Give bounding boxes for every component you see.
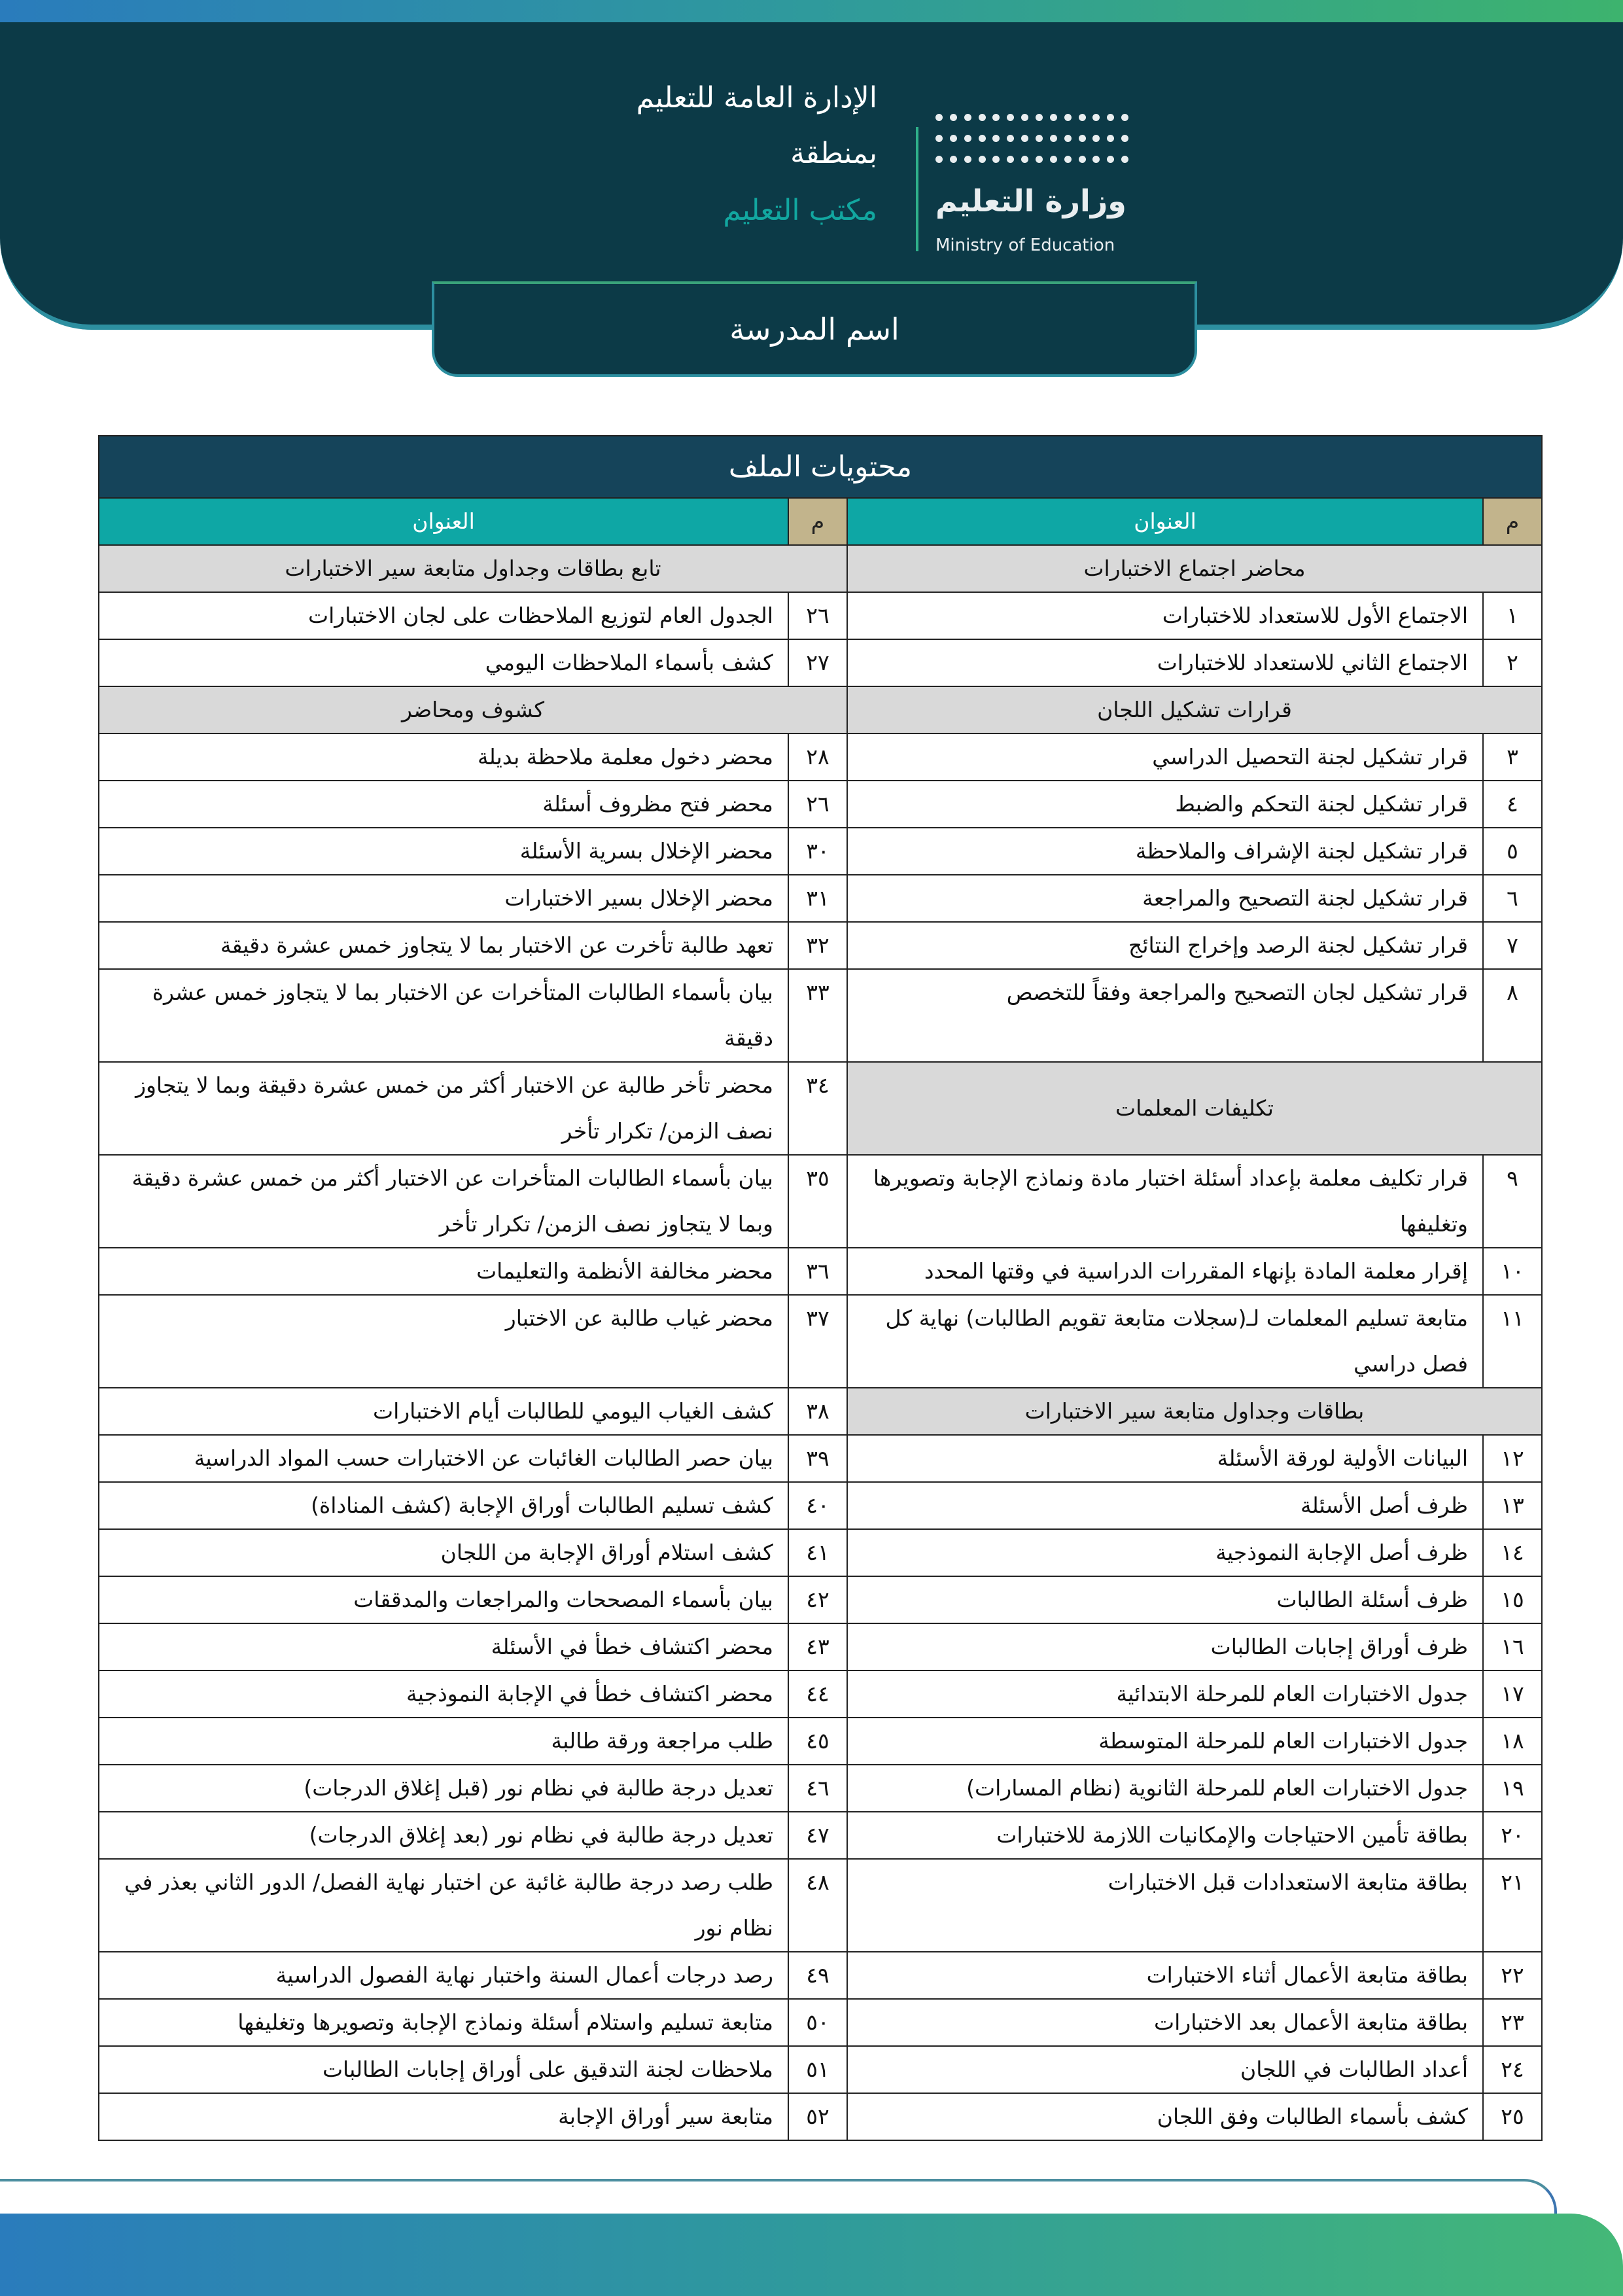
table-row bbox=[99, 781, 1542, 828]
logo-dot bbox=[1079, 135, 1086, 142]
item-number: ٤٩ bbox=[788, 1952, 847, 1999]
item-number: ٩ bbox=[1483, 1155, 1542, 1248]
table-row bbox=[99, 639, 1542, 686]
logo-divider bbox=[916, 127, 918, 251]
item-number: ٢٦ bbox=[788, 592, 847, 639]
logo-dot bbox=[1050, 135, 1057, 142]
item-number: ٥ bbox=[1483, 828, 1542, 875]
item-title: بيان بأسماء الطالبات المتأخرات عن الاختبار بما لا يتجاوز خمس عشرة دقيقة bbox=[99, 969, 788, 1062]
table-row bbox=[99, 1718, 1542, 1765]
item-number: ٦ bbox=[1483, 875, 1542, 922]
item-title: طلب مراجعة ورقة طالبة bbox=[99, 1718, 788, 1765]
col-header-title: العنوان bbox=[847, 498, 1483, 545]
item-number: ٢٣ bbox=[1483, 1999, 1542, 2046]
item-title: بيان حصر الطالبات الغائبات عن الاختبارات حسب المواد الدراسية bbox=[99, 1435, 788, 1482]
item-number: ١٥ bbox=[1483, 1576, 1542, 1623]
logo-dot bbox=[1036, 135, 1043, 142]
item-title: بيان بأسماء المصححات والمراجعات والمدققات bbox=[99, 1576, 788, 1623]
item-title: محضر الإخلال بسرية الأسئلة bbox=[99, 828, 788, 875]
item-number: ١٧ bbox=[1483, 1670, 1542, 1718]
item-number: ٣٢ bbox=[788, 922, 847, 969]
item-title: ظرف أصل الإجابة النموذجية bbox=[847, 1529, 1483, 1576]
item-number: ٤٨ bbox=[788, 1859, 847, 1952]
logo-dot bbox=[1064, 135, 1072, 142]
item-number: ٧ bbox=[1483, 922, 1542, 969]
item-number: ٤٠ bbox=[788, 1482, 847, 1529]
item-title: محضر الإخلال بسير الاختبارات bbox=[99, 875, 788, 922]
item-title: الاجتماع الثاني للاستعداد للاختبارات bbox=[847, 639, 1483, 686]
item-number: ٣٤ bbox=[788, 1062, 847, 1155]
item-number: ١٠ bbox=[1483, 1248, 1542, 1295]
item-title: قرار تشكيل لجنة الإشراف والملاحظة bbox=[847, 828, 1483, 875]
item-number: ٣٠ bbox=[788, 828, 847, 875]
table-row bbox=[99, 1812, 1542, 1859]
table-row bbox=[99, 1529, 1542, 1576]
item-title: جدول الاختبارات العام للمرحلة الابتدائية bbox=[847, 1670, 1483, 1718]
item-title: قرار تشكيل لجنة الرصد وإخراج النتائج bbox=[847, 922, 1483, 969]
item-title: محضر فتح مظروف أسئلة bbox=[99, 781, 788, 828]
item-title: محضر دخول معلمة ملاحظة بديلة bbox=[99, 733, 788, 781]
item-number: ٥٠ bbox=[788, 1999, 847, 2046]
item-title: قرار تشكيل لجنة التحصيل الدراسي bbox=[847, 733, 1483, 781]
item-number: ١٩ bbox=[1483, 1765, 1542, 1812]
logo-dot bbox=[1021, 135, 1028, 142]
item-title: إقرار معلمة المادة بإنهاء المقررات الدراسية في وقتها المحدد bbox=[847, 1248, 1483, 1295]
logo-dot bbox=[1092, 156, 1100, 163]
file-contents-table bbox=[98, 435, 1543, 2141]
table-row bbox=[99, 1952, 1542, 1999]
logo-dot bbox=[1007, 135, 1014, 142]
logo-english-text: Ministry of Education bbox=[935, 236, 1115, 255]
item-title: متابعة تسليم المعلمات لـ(سجلات متابعة تقويم الطالبات) نهاية كل فصل دراسي bbox=[847, 1295, 1483, 1388]
item-number: ٤ bbox=[1483, 781, 1542, 828]
item-number: ٢٦ bbox=[788, 781, 847, 828]
logo-dot bbox=[1079, 114, 1086, 121]
item-number: ٣١ bbox=[788, 875, 847, 922]
section-header: محاضر اجتماع الاختبارات bbox=[847, 545, 1542, 592]
item-title: قرار تشكيل لجنة التحكم والضبط bbox=[847, 781, 1483, 828]
item-number: ٣٥ bbox=[788, 1155, 847, 1248]
item-title: كشف تسليم الطالبات أوراق الإجابة (كشف المناداة) bbox=[99, 1482, 788, 1529]
logo-dot bbox=[935, 135, 943, 142]
item-title: قرار تكليف معلمة بإعداد أسئلة اختبار مادة ونماذج الإجابة وتصويرها وتغليفها bbox=[847, 1155, 1483, 1248]
item-title: محضر مخالفة الأنظمة والتعليمات bbox=[99, 1248, 788, 1295]
item-title: جدول الاختبارات العام للمرحلة المتوسطة bbox=[847, 1718, 1483, 1765]
table-row bbox=[99, 592, 1542, 639]
logo-dot bbox=[1036, 156, 1043, 163]
logo-dot bbox=[1007, 156, 1014, 163]
item-number: ٤٢ bbox=[788, 1576, 847, 1623]
logo-dot bbox=[950, 114, 957, 121]
logo-dot bbox=[964, 114, 971, 121]
item-number: ٤٦ bbox=[788, 1765, 847, 1812]
item-title: رصد درجات أعمال السنة واختبار نهاية الفصول الدراسية bbox=[99, 1952, 788, 1999]
table-row bbox=[99, 1859, 1542, 1952]
item-title: قرار تشكيل لجان التصحيح والمراجعة وفقاً للتخصص bbox=[847, 969, 1483, 1062]
item-number: ٤٣ bbox=[788, 1623, 847, 1670]
table-row bbox=[99, 875, 1542, 922]
logo-dot bbox=[1021, 156, 1028, 163]
table-row bbox=[99, 1388, 1542, 1435]
table-row bbox=[99, 1435, 1542, 1482]
item-title: ظرف أوراق إجابات الطالبات bbox=[847, 1623, 1483, 1670]
logo-dot bbox=[950, 135, 957, 142]
logo-dot bbox=[935, 156, 943, 163]
item-number: ٣٨ bbox=[788, 1388, 847, 1435]
item-number: ٣ bbox=[1483, 733, 1542, 781]
footer-gradient-band bbox=[0, 2214, 1623, 2296]
logo-dot bbox=[1064, 114, 1072, 121]
logo-dot bbox=[1050, 156, 1057, 163]
footer-line bbox=[0, 2179, 1557, 2218]
item-title: جدول الاختبارات العام للمرحلة الثانوية (نظام المسارات) bbox=[847, 1765, 1483, 1812]
table-row bbox=[99, 1295, 1542, 1388]
logo-dot bbox=[964, 135, 971, 142]
item-title: محضر اكتشاف خطأ في الإجابة النموذجية bbox=[99, 1670, 788, 1718]
logo-dot bbox=[1092, 114, 1100, 121]
table-row bbox=[99, 1062, 1542, 1155]
item-title: بطاقة متابعة الأعمال بعد الاختبارات bbox=[847, 1999, 1483, 2046]
item-title: قرار تشكيل لجنة التصحيح والمراجعة bbox=[847, 875, 1483, 922]
item-title: البيانات الأولية لورقة الأسئلة bbox=[847, 1435, 1483, 1482]
item-number: ١٦ bbox=[1483, 1623, 1542, 1670]
logo-dot bbox=[979, 156, 986, 163]
item-title: متابعة سير أوراق الإجابة bbox=[99, 2093, 788, 2140]
logo-dot bbox=[1107, 114, 1114, 121]
item-title: محضر تأخر طالبة عن الاختبار أكثر من خمس عشرة دقيقة وبما لا يتجاوز نصف الزمن/ تكرار تأخر bbox=[99, 1062, 788, 1155]
item-title: متابعة تسليم واستلام أسئلة ونماذج الإجابة وتصويرها وتغليفها bbox=[99, 1999, 788, 2046]
item-number: ٤٥ bbox=[788, 1718, 847, 1765]
table-row bbox=[99, 1576, 1542, 1623]
item-title: محضر غياب طالبة عن الاختبار bbox=[99, 1295, 788, 1388]
general-administration-title: الإدارة العامة للتعليم bbox=[636, 81, 877, 115]
item-number: ٢٨ bbox=[788, 733, 847, 781]
item-number: ١٣ bbox=[1483, 1482, 1542, 1529]
item-number: ١٢ bbox=[1483, 1435, 1542, 1482]
item-number: ٨ bbox=[1483, 969, 1542, 1062]
table-row bbox=[99, 1248, 1542, 1295]
item-title: كشف بأسماء الملاحظات اليومي bbox=[99, 639, 788, 686]
logo-dot bbox=[1007, 114, 1014, 121]
item-number: ٥٢ bbox=[788, 2093, 847, 2140]
table-row bbox=[99, 922, 1542, 969]
item-number: ٢٥ bbox=[1483, 2093, 1542, 2140]
logo-dot bbox=[979, 114, 986, 121]
item-title: كشف استلام أوراق الإجابة من اللجان bbox=[99, 1529, 788, 1576]
table-row bbox=[99, 1999, 1542, 2046]
region-label: بمنطقة bbox=[790, 137, 877, 170]
table-row bbox=[99, 2093, 1542, 2140]
table-row bbox=[99, 1482, 1542, 1529]
table-row bbox=[99, 1155, 1542, 1248]
logo-dot bbox=[935, 114, 943, 121]
item-number: ٤٤ bbox=[788, 1670, 847, 1718]
logo-dot bbox=[979, 135, 986, 142]
item-title: محضر اكتشاف خطأ في الأسئلة bbox=[99, 1623, 788, 1670]
table-row bbox=[99, 686, 1542, 733]
item-number: ١٤ bbox=[1483, 1529, 1542, 1576]
education-office-label: مكتب التعليم bbox=[723, 194, 877, 227]
item-number: ٢ bbox=[1483, 639, 1542, 686]
item-number: ٤٧ bbox=[788, 1812, 847, 1859]
section-header: تكليفات المعلمات bbox=[847, 1062, 1542, 1155]
logo-dot bbox=[964, 156, 971, 163]
item-title: بطاقة متابعة الاستعدادات قبل الاختبارات bbox=[847, 1859, 1483, 1952]
item-number: ٤١ bbox=[788, 1529, 847, 1576]
item-number: ٢٤ bbox=[1483, 2046, 1542, 2093]
section-header: تابع بطاقات وجداول متابعة سير الاختبارات bbox=[99, 545, 847, 592]
table-row bbox=[99, 828, 1542, 875]
logo-dots-icon bbox=[935, 114, 1132, 173]
logo-dot bbox=[1064, 156, 1072, 163]
col-header-num: م bbox=[1483, 498, 1542, 545]
table-row bbox=[99, 733, 1542, 781]
item-number: ٣٩ bbox=[788, 1435, 847, 1482]
logo-dot bbox=[1121, 135, 1128, 142]
table-row bbox=[99, 1670, 1542, 1718]
logo-dot bbox=[1079, 156, 1086, 163]
item-number: ٢٧ bbox=[788, 639, 847, 686]
item-number: ٥١ bbox=[788, 2046, 847, 2093]
item-title: بطاقة متابعة الأعمال أثناء الاختبارات bbox=[847, 1952, 1483, 1999]
logo-dot bbox=[992, 135, 1000, 142]
logo-dot bbox=[1050, 114, 1057, 121]
item-number: ١١ bbox=[1483, 1295, 1542, 1388]
item-title: الجدول العام لتوزيع الملاحظات على لجان الاختبارات bbox=[99, 592, 788, 639]
section-header: قرارات تشكيل اللجان bbox=[847, 686, 1542, 733]
table-row bbox=[99, 545, 1542, 592]
col-header-title: العنوان bbox=[99, 498, 788, 545]
item-number: ٣٣ bbox=[788, 969, 847, 1062]
logo-dot bbox=[1107, 156, 1114, 163]
logo-dot bbox=[1092, 135, 1100, 142]
school-name-box: اسم المدرسة bbox=[432, 281, 1197, 377]
table-row bbox=[99, 969, 1542, 1062]
item-title: بطاقة تأمين الاحتياجات والإمكانيات اللازمة للاختبارات bbox=[847, 1812, 1483, 1859]
item-number: ٢٢ bbox=[1483, 1952, 1542, 1999]
table-row bbox=[99, 1623, 1542, 1670]
item-number: ٣٦ bbox=[788, 1248, 847, 1295]
item-title: كشف الغياب اليومي للطالبات أيام الاختبارات bbox=[99, 1388, 788, 1435]
logo-dot bbox=[1107, 135, 1114, 142]
item-title: كشف بأسماء الطالبات وفق اللجان bbox=[847, 2093, 1483, 2140]
logo-dot bbox=[1021, 114, 1028, 121]
item-title: تعديل درجة طالبة في نظام نور (بعد إغلاق الدرجات) bbox=[99, 1812, 788, 1859]
section-header: بطاقات وجداول متابعة سير الاختبارات bbox=[847, 1388, 1542, 1435]
table-title: محتويات الملف bbox=[99, 436, 1542, 498]
item-title: تعهد طالبة تأخرت عن الاختبار بما لا يتجاوز خمس عشرة دقيقة bbox=[99, 922, 788, 969]
item-title: ملاحظات لجنة التدقيق على أوراق إجابات الطالبات bbox=[99, 2046, 788, 2093]
logo-dot bbox=[992, 114, 1000, 121]
item-title: طلب رصد درجة طالبة غائبة عن اختبار نهاية الفصل/ الدور الثاني بعذر في نظام نور bbox=[99, 1859, 788, 1952]
logo-dot bbox=[1121, 156, 1128, 163]
item-title: أعداد الطالبات في اللجان bbox=[847, 2046, 1483, 2093]
item-title: بيان بأسماء الطالبات المتأخرات عن الاختبار أكثر من خمس عشرة دقيقة وبما لا يتجاوز نصف الزمن/ تكرار تأخر bbox=[99, 1155, 788, 1248]
item-number: ٢٠ bbox=[1483, 1812, 1542, 1859]
logo-dot bbox=[992, 156, 1000, 163]
logo-dot bbox=[1036, 114, 1043, 121]
item-title: ظرف أسئلة الطالبات bbox=[847, 1576, 1483, 1623]
ministry-logo bbox=[916, 114, 1191, 271]
logo-dot bbox=[1121, 114, 1128, 121]
item-number: ٣٧ bbox=[788, 1295, 847, 1388]
logo-dot bbox=[950, 156, 957, 163]
item-number: ١٨ bbox=[1483, 1718, 1542, 1765]
logo-arabic-text: وزارة التعليم bbox=[935, 183, 1126, 219]
section-header: كشوف ومحاضر bbox=[99, 686, 847, 733]
item-number: ٢١ bbox=[1483, 1859, 1542, 1952]
col-header-num: م bbox=[788, 498, 847, 545]
item-number: ١ bbox=[1483, 592, 1542, 639]
table-row bbox=[99, 1765, 1542, 1812]
item-title: ظرف أصل الأسئلة bbox=[847, 1482, 1483, 1529]
item-title: الاجتماع الأول للاستعداد للاختبارات bbox=[847, 592, 1483, 639]
table-row bbox=[99, 2046, 1542, 2093]
item-title: تعديل درجة طالبة في نظام نور (قبل إغلاق الدرجات) bbox=[99, 1765, 788, 1812]
